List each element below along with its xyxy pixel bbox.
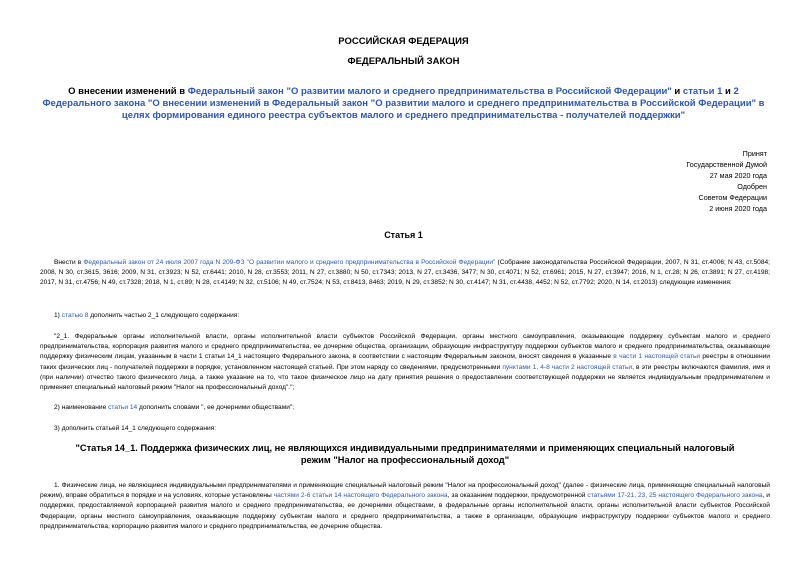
title-link-amending-law[interactable]: 2 Федерального закона "О внесении изменений в Федеральный закон "О развитии малого и среднего предпринимательства в Российской Федерации" в целях формирования единого реестра субъектов малого и среднего предпринимательства - получателей поддержки" xyxy=(42,86,765,121)
adoption-date-council: 2 июня 2020 года xyxy=(709,204,767,213)
adoption-date-duma: 27 мая 2020 года xyxy=(709,171,767,180)
text: , за оказанием поддержки, предусмотренной xyxy=(447,492,588,500)
text: дополнить частью 2_1 следующего содержания: xyxy=(88,312,240,319)
text: (Собрание законодательства Российской Федерации, 2007, N 31, ст.4006; N 43, ст.5084; 2008, N 30, ст.3615, 3616; 2009, N 31, ст.3923; N 52, ст.6441; 2010, N 28, ст.3553; 2011, N 27, ст.3880; N 50, ст.7343; 2013, N 27, ст.3436, 3477; N 30, ст.4071; N 52, ст.6961; 2015, N 27, ст.3947; 2016, N 1, ст.28; N 26, ст.3891; N 27, ст.4198; 2017, N 31, ст.4756; N 49, ст.7328; 2018, N 1, ст.89; N 28, ст.4149; N 32, ст.5106; N 49, ст.7524; N 53, ст.8413, 8463; 2019, N 29, ст.3852; N 30, ст.4147; N 31, ст.4438, 4452; N 52, ст.7792; 2020, N 14, ст.2013) следующие изменения: xyxy=(40,259,770,287)
article-14-1-heading: "Статья 14_1. Поддержка физических лиц, не являющихся индивидуальными предпринимателями и применяющих специальный налоговый режим "Налог на профессиональный доход" xyxy=(75,443,735,465)
article-1-intro xyxy=(40,258,770,289)
title-link-article-1[interactable]: статьи 1 xyxy=(682,86,723,97)
law-type-heading: ФЕДЕРАЛЬНЫЙ ЗАКОН xyxy=(347,56,460,67)
quote-part-2-1 xyxy=(40,332,770,393)
text: дополнить словами ", ее дочерними обществами"; xyxy=(137,404,295,411)
title-text: О внесении изменений в xyxy=(68,86,188,97)
adoption-line: Государственной Думой xyxy=(686,160,767,169)
link-articles-17-21-23-25[interactable]: статьями 17-21, 23, 25 настоящего Федерального закона xyxy=(587,492,763,500)
text: реестры в отношении таких физических лиц - получателей поддержки в порядке, установленном настоящей статьей. При этом наряду со сведениями, предусмотренными xyxy=(40,353,770,371)
article-1-heading: Статья 1 xyxy=(384,230,423,240)
country-heading: РОССИЙСКАЯ ФЕДЕРАЦИЯ xyxy=(338,36,469,47)
article-14-1-part-1 xyxy=(40,481,770,532)
item-3: 3) дополнить статьей 14_1 следующего содержания: xyxy=(54,425,217,432)
link-article-8[interactable]: статью 8 xyxy=(61,312,89,319)
adoption-line: Советом Федерации xyxy=(698,193,767,202)
item-1 xyxy=(40,311,770,321)
item-2 xyxy=(40,403,770,413)
text: 1. Физические лица, не являющиеся индивидуальными предпринимателями и применяющие специальный налоговый режим "Налог на профессиональный доход" (далее - физические лица, применяющие специальный налоговый режим), вправе обратиться в порядке и на условиях, которые установлены xyxy=(40,482,770,500)
text: , в эти реестры включаются фамилия, имя и (при наличии) отчество такого физического лица, а также указание на то, что такое физическое лицо на дату принятия решения о предоставлении соответствующей поддержки не является индивидуальным предпринимателем и применяет специальный налоговый режим "Налог на профессиональный доход"."; xyxy=(40,363,771,392)
link-article-14[interactable]: статьи 14 xyxy=(108,404,138,411)
title-link-federal-law[interactable]: Федеральный закон "О развитии малого и среднего предпринимательства в Российской Федерации" xyxy=(187,86,672,97)
title-text: и xyxy=(671,86,683,97)
title-text: и xyxy=(722,86,734,97)
link-points-1-4-8[interactable]: пунктами 1, 4-8 части 2 настоящей статьи xyxy=(502,363,633,371)
text: "2_1. Федеральные органы исполнительной власти, органы исполнительной власти субъектов Российской Федерации, органы местного самоуправления, оказывающие поддержку субъектам малого и среднего предпринимательства, корпорация развития малого и среднего предпринимательства, ее дочерние общества, организации, образующие инфраструктуру поддержки субъектов малого и среднего предпринимательства, оказывающие поддержку физическим лицам, указанным в части 1 статьи 14_1 настоящего Федерального закона, в соответствии с настоящим Федеральным законом, вносят сведения в указанные xyxy=(40,333,770,361)
adoption-line: Одобрен xyxy=(737,182,767,191)
adoption-line: Принят xyxy=(742,149,767,158)
text: 1) xyxy=(54,312,62,319)
link-parts-2-6-article-14[interactable]: частями 2-6 статьи 14 настоящего Федерального закона xyxy=(273,492,448,500)
link-law-209-fz[interactable]: Федеральный закон от 24 июля 2007 года N 209-ФЗ "О развитии малого и среднего предпринимательства в Российской Федерации" xyxy=(83,259,496,266)
text: 2) наименование xyxy=(54,404,109,411)
text: Внести в xyxy=(54,259,84,266)
law-title xyxy=(40,86,767,122)
link-part-1[interactable]: в части 1 настоящей статьи xyxy=(613,353,701,361)
text: , и поддержки, предоставляемой корпорацией развития малого и среднего предпринимательства, ее дочерними обществами, в федеральные органы исполнительной власти, органы исполнительной власти субъектов Российской Федерации, органы местного самоуправления, оказывающие поддержку субъектам малого и среднего предпринимательства, а также в организации, образующие инфраструктуру поддержки субъектов малого и среднего предпринимательства, корпорацию развития малого и среднего предпринимательства, ее дочерние общества. xyxy=(40,492,770,530)
adoption-block xyxy=(637,148,767,214)
